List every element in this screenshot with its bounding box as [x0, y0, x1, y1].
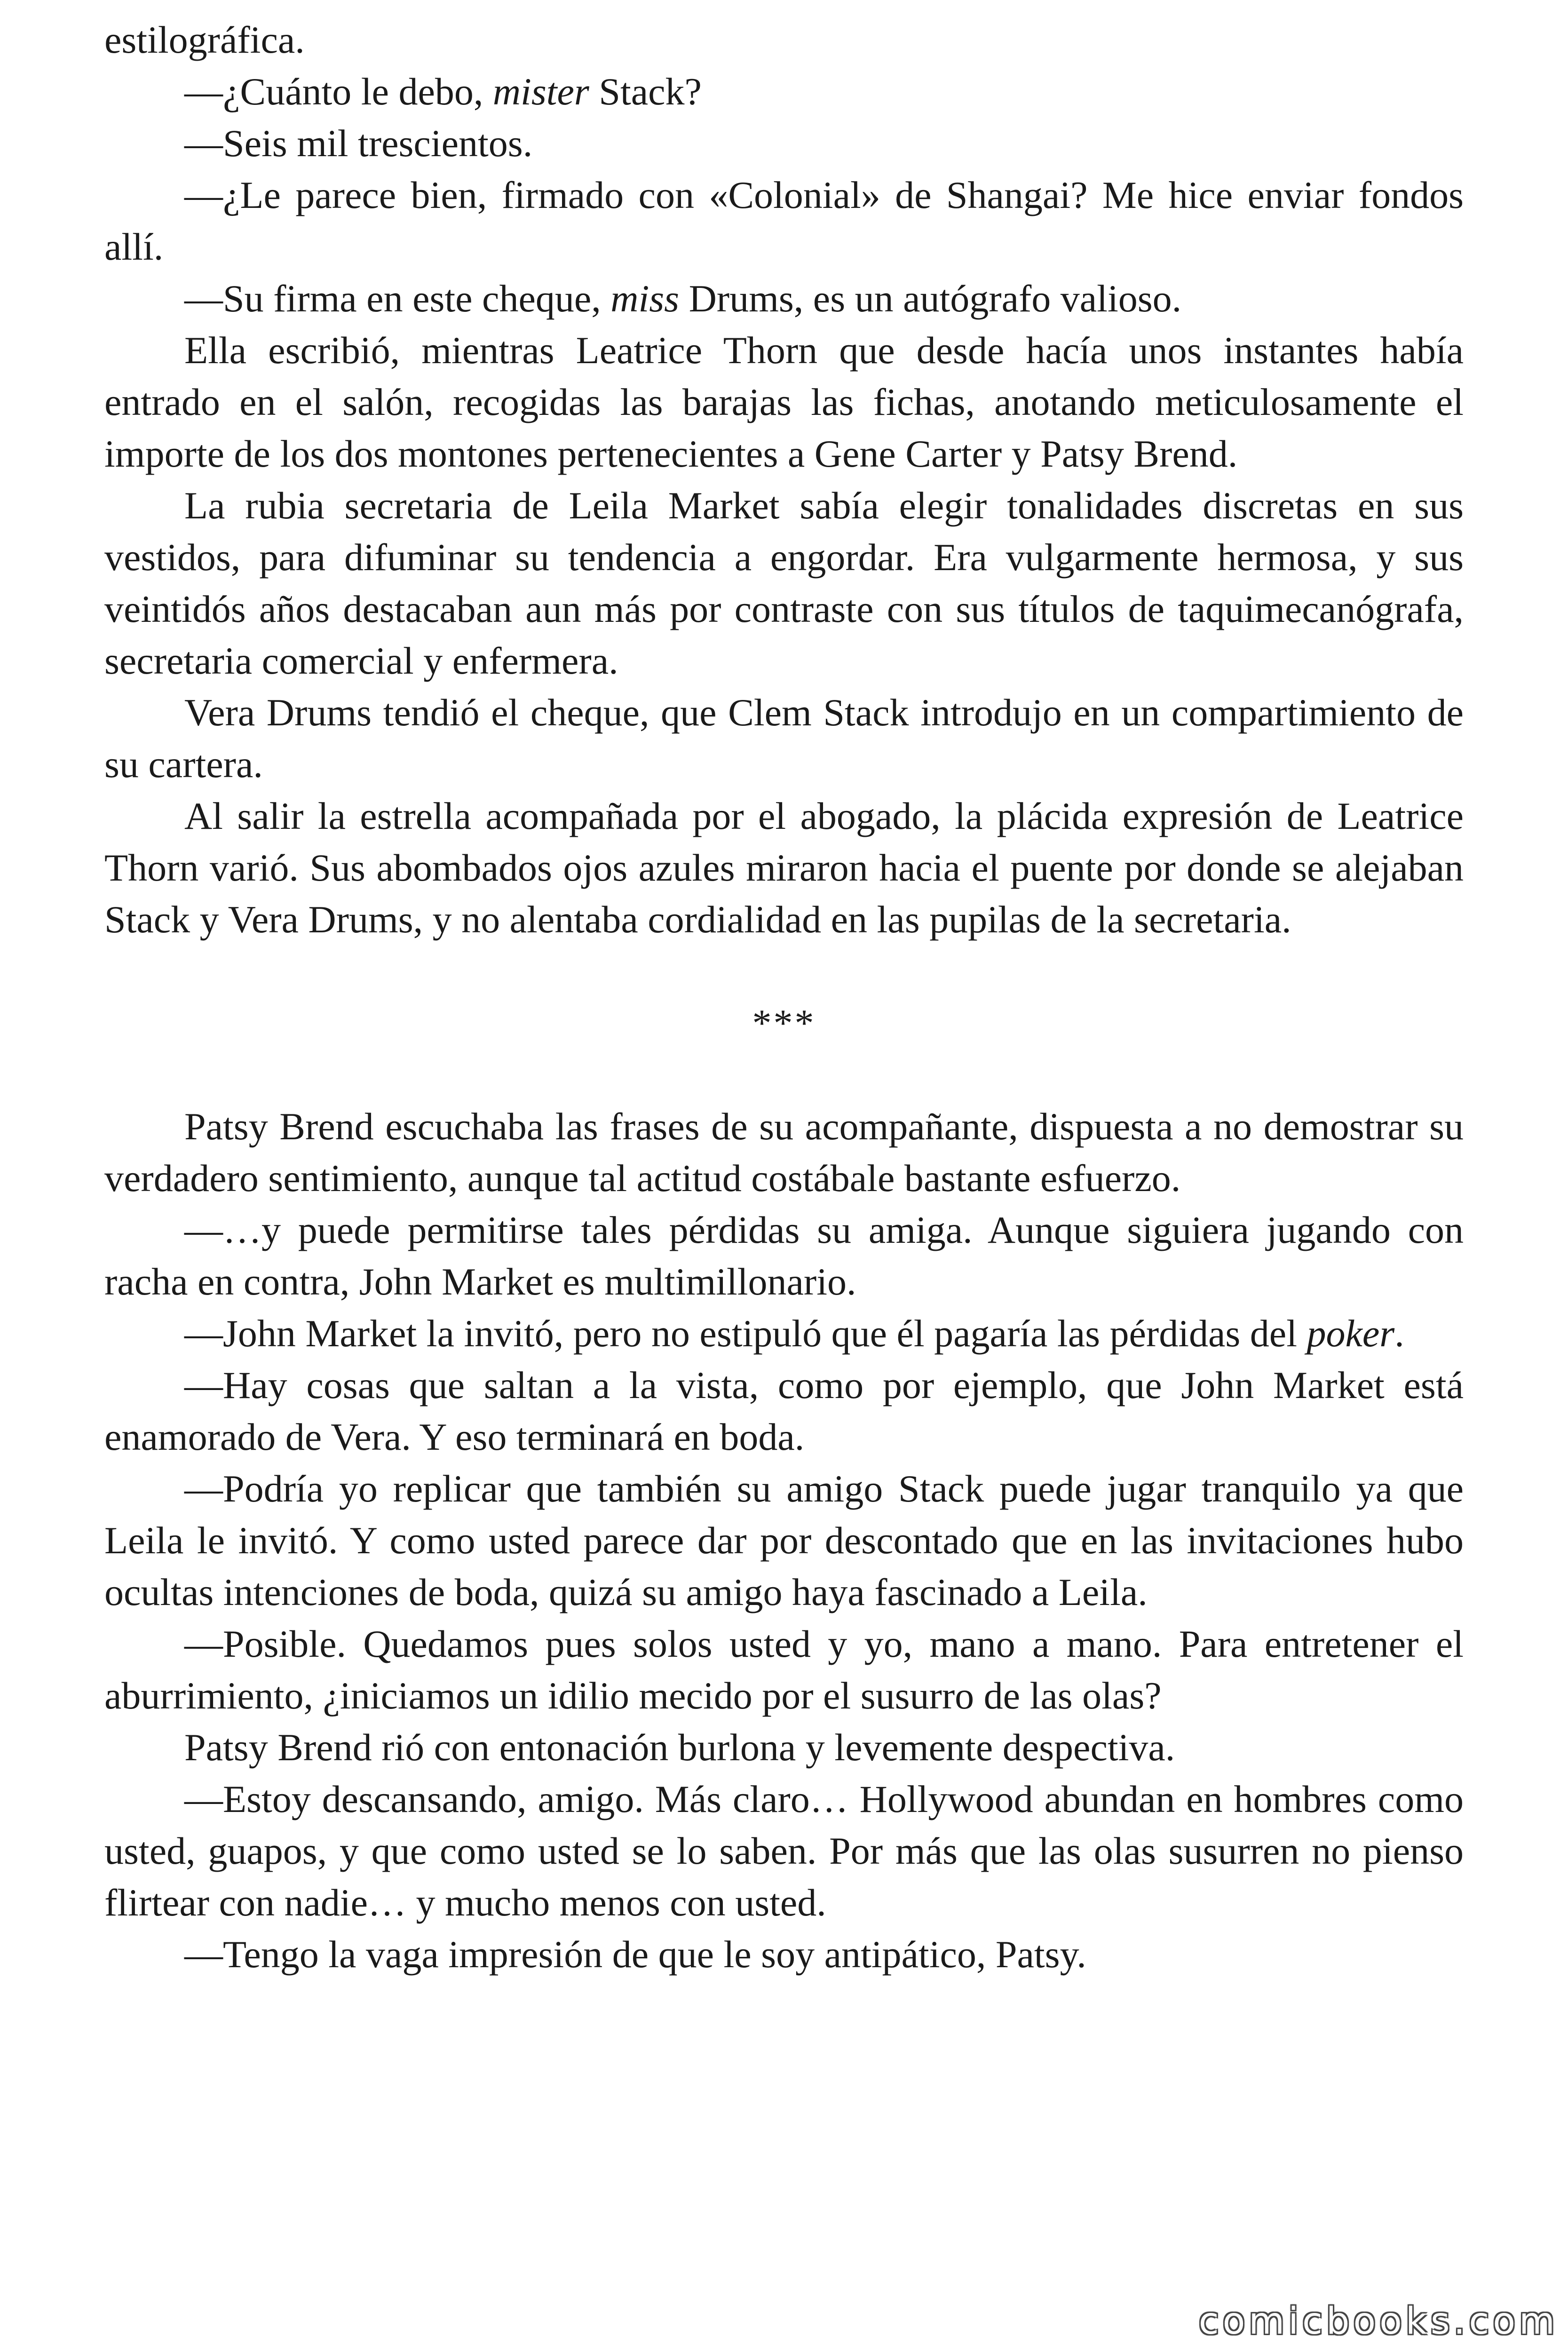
paragraph — [104, 118, 1464, 169]
text-segment: —Tengo la vaga impresión de que le soy antipático, Patsy. — [184, 1933, 1086, 1976]
paragraph — [104, 480, 1464, 687]
paragraph — [104, 1359, 1464, 1463]
paragraph — [104, 66, 1464, 118]
text-segment: La rubia secretaria de Leila Market sabía elegir tonalidades discretas en sus vestidos, para difuminar su tendencia a engordar. Era vulgarmente hermosa, y sus veintidós años destacaban aun más por contraste con sus títulos de taquimecanógrafa, secretaria comercial y enfermera. — [104, 484, 1464, 682]
text-segment: Vera Drums tendió el cheque, que Clem Stack introdujo en un compartimiento de su cartera. — [104, 691, 1464, 786]
paragraph — [104, 1929, 1464, 1980]
text-segment: Patsy Brend escuchaba las frases de su acompañante, dispuesta a no demostrar su verdadero sentimiento, aunque tal actitud costábale bastante esfuerzo. — [104, 1105, 1464, 1200]
text-segment: —Hay cosas que saltan a la vista, como por ejemplo, que John Market está enamorado de Vera. Y eso terminará en boda. — [104, 1364, 1464, 1458]
text-segment: —Seis mil trescientos. — [184, 122, 533, 165]
text-segment: estilográfica. — [104, 18, 305, 61]
paragraph — [104, 790, 1464, 946]
text-segment: —…y puede permitirse tales pérdidas su amiga. Aunque siguiera jugando con racha en contra, John Market es multimillonario. — [104, 1208, 1464, 1303]
text-segment: Ella escribió, mientras Leatrice Thorn que desde hacía unos instantes había entrado en el salón, recogidas las barajas las fichas, anotando meticulosamente el importe de los dos montones pertenecientes a Gene Carter y Patsy Brend. — [104, 329, 1464, 475]
text-segment: . — [1394, 1312, 1404, 1355]
paragraph — [104, 325, 1464, 480]
paragraph — [104, 14, 1464, 66]
text-segment: Drums, es un autógrafo valioso. — [679, 277, 1182, 320]
paragraph — [104, 169, 1464, 273]
paragraph — [104, 1773, 1464, 1929]
text-segment: —Posible. Quedamos pues solos usted y yo, mano a mano. Para entretener el aburrimiento, ¿iniciamos un idilio mecido por el susurro de las olas? — [104, 1622, 1464, 1717]
text-segment: —John Market la invitó, pero no estipuló que él pagaría las pérdidas del — [184, 1312, 1307, 1355]
paragraph — [104, 1463, 1464, 1618]
paragraph — [104, 1618, 1464, 1722]
paragraph — [104, 273, 1464, 325]
italic-text: miss — [610, 277, 680, 320]
book-page — [104, 14, 1464, 1980]
text-block-after-separator — [104, 1101, 1464, 1980]
text-segment: Patsy Brend rió con entonación burlona y levemente despectiva. — [184, 1726, 1175, 1769]
text-segment: —¿Cuánto le debo, — [184, 70, 493, 113]
paragraph — [104, 1308, 1464, 1359]
text-segment: —Estoy descansando, amigo. Más claro… Hollywood abundan en hombres como usted, guapos, y que como usted se lo saben. Por más que las olas susurren no pienso flirtear con nadie… y mucho menos con usted. — [104, 1778, 1464, 1924]
section-separator: *** — [752, 1001, 816, 1044]
text-segment: —Su firma en este cheque, — [184, 277, 611, 320]
text-block-before-separator — [104, 14, 1464, 946]
watermark-logo: comicbooks.com — [1198, 2300, 1559, 2343]
text-segment: —¿Le parece bien, firmado con «Colonial» de Shangai? Me hice enviar fondos allí. — [104, 174, 1464, 268]
italic-text: poker — [1307, 1312, 1395, 1355]
italic-text: mister — [492, 70, 589, 113]
paragraph — [104, 687, 1464, 790]
paragraph — [104, 1204, 1464, 1308]
text-segment: Al salir la estrella acompañada por el abogado, la plácida expresión de Leatrice Thorn varió. Sus abombados ojos azules miraron hacia el puente por donde se alejaban Stack y Vera Drums, y no alentaba cordialidad en las pupilas de la secretaria. — [104, 795, 1464, 941]
paragraph — [104, 1722, 1464, 1773]
text-segment: Stack? — [589, 70, 702, 113]
paragraph — [104, 1101, 1464, 1204]
text-segment: —Podría yo replicar que también su amigo Stack puede jugar tranquilo ya que Leila le invitó. Y como usted parece dar por descontado que en las invitaciones hubo ocultas intenciones de boda, quizá su amigo haya fascinado a Leila. — [104, 1467, 1464, 1613]
